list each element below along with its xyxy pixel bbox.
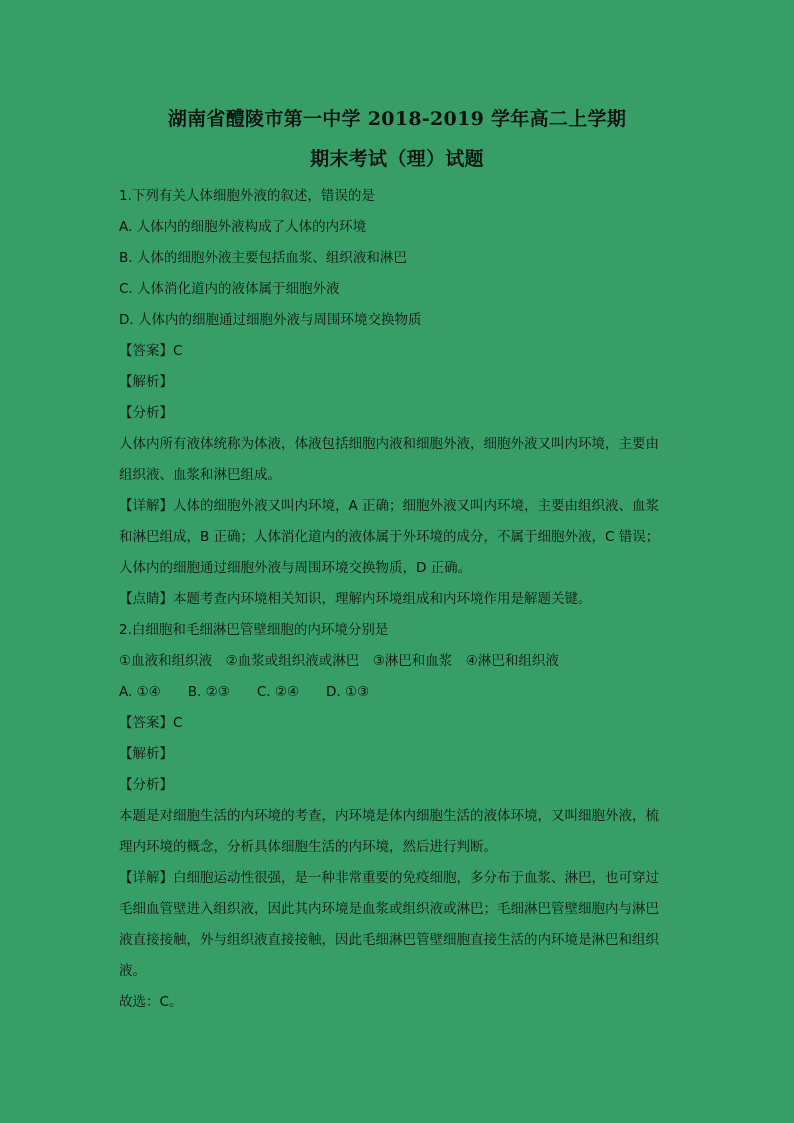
question-2-explanation-heading: 【解析】 [119,746,173,762]
question-2-detail-text: 毛细血管壁进入组织液，因此其内环境是血浆或组织液或淋巴；毛细淋巴管壁细胞内与淋巴 [119,901,659,917]
question-2-analysis-heading: 【分析】 [119,777,173,793]
question-2-detail-text: 液。 [119,963,146,979]
question-2-stem: 2.白细胞和毛细淋巴管壁细胞的内环境分别是 [119,622,389,638]
question-1-detail-text: 人体内的细胞通过细胞外液与周围环境交换物质，D 正确。 [119,560,472,576]
question-2-detail-text: 【详解】白细胞运动性很强，是一种非常重要的免疫细胞，多分布于血浆、淋巴，也可穿过 [119,870,659,886]
question-1-option-c: C. 人体消化道内的液体属于细胞外液 [119,281,340,297]
question-1-tip: 【点睛】本题考查内环境相关知识，理解内环境组成和内环境作用是解题关键。 [119,591,592,607]
document-title-line-2: 期末考试（理）试题 [310,148,484,170]
question-2-analysis-text: 本题是对细胞生活的内环境的考查，内环境是体内细胞生活的液体环境，又叫细胞外液，梳 [119,808,659,824]
question-1-option-b: B. 人体的细胞外液主要包括血浆、组织液和淋巴 [119,250,407,266]
question-1-stem: 1.下列有关人体细胞外液的叙述，错误的是 [119,188,375,204]
question-1-analysis-text: 组织液、血浆和淋巴组成。 [119,467,281,483]
question-2-options: A. ①④ B. ②③ C. ②④ D. ①③ [119,684,370,700]
question-1-analysis-heading: 【分析】 [119,405,173,421]
document-body [119,181,679,1018]
question-1-option-a: A. 人体内的细胞外液构成了人体的内环境 [119,219,367,235]
question-1-answer: 【答案】C [119,343,183,359]
question-2-choices: ①血液和组织液 ②血浆或组织液或淋巴 ③淋巴和血浆 ④淋巴和组织液 [119,653,559,669]
question-1-analysis-text: 人体内所有液体统称为体液，体液包括细胞内液和细胞外液，细胞外液又叫内环境，主要由 [119,436,659,452]
question-1-explanation-heading: 【解析】 [119,374,173,390]
question-2-detail-text: 液直接接触，外与组织液直接接触，因此毛细淋巴管壁细胞直接生活的内环境是淋巴和组织 [119,932,659,948]
question-2-analysis-text: 理内环境的概念，分析具体细胞生活的内环境，然后进行判断。 [119,839,497,855]
question-1-detail-text: 和淋巴组成，B 正确；人体消化道内的液体属于外环境的成分，不属于细胞外液，C 错误； [119,529,660,545]
question-1-option-d: D. 人体内的细胞通过细胞外液与周围环境交换物质 [119,312,422,328]
question-2-answer: 【答案】C [119,715,183,731]
question-2-conclusion: 故选：C。 [119,994,183,1010]
document-title-line-1: 湖南省醴陵市第一中学 2018-2019 学年高二上学期 [167,108,627,130]
question-1-detail-text: 【详解】人体的细胞外液又叫内环境，A 正确；细胞外液又叫内环境，主要由组织液、血浆 [119,498,660,514]
